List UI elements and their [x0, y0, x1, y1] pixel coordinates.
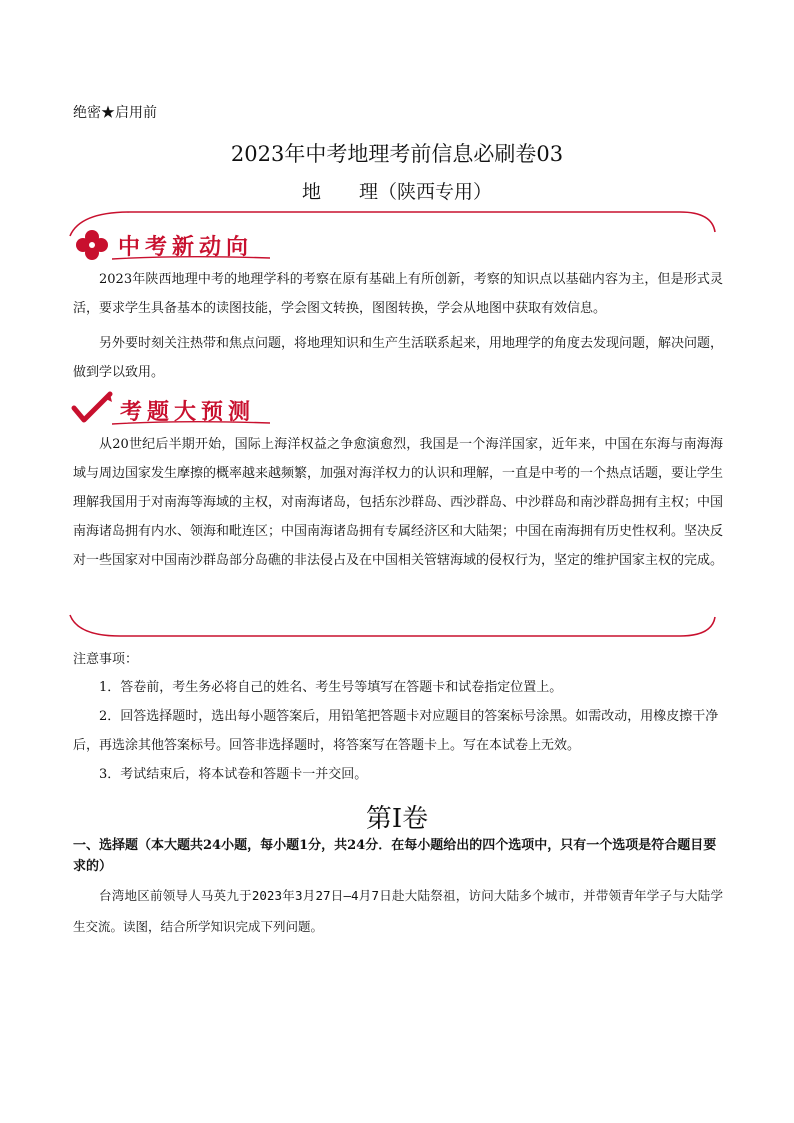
exam-subtitle: 地 理（陕西专用）: [301, 181, 492, 203]
notes-title: 注意事项：: [73, 652, 139, 667]
predict-paragraph: 从20世纪后半期开始，国际上海洋权益之争愈演愈烈，我国是一个海洋国家，近年来，中国在东海与南海海域与周边国家发生摩擦的概率越来越频繁，加强对海洋权力的认识和理解，一直是中考的一个热点话题，要让学生理解我国用于对南海等海域的主权，对南海诸岛，包括东沙群岛、西沙群岛、中沙群岛和南沙群岛拥有主权；中国南海诸岛拥有内水、领海和毗连区；中国南海诸岛拥有专属经济区和大陆架；中国在南海拥有历史性权利。坚决反对一些国家对中国南沙群岛部分岛礁的非法侵占及在中国相关管辖海域的侵权行为，坚定的维护国家主权的完成。: [73, 437, 724, 568]
confidential-label: 绝密★启用前: [73, 105, 157, 121]
note-item: 1．答卷前，考生务必将自己的姓名、考生号等填写在答题卡和试卷指定位置上。: [99, 680, 563, 695]
section-heading-trends: 中考新动向: [118, 235, 254, 260]
exam-title: 2023年中考地理考前信息必刷卷03: [230, 142, 564, 166]
question-intro: [73, 880, 723, 942]
predict-text: [73, 430, 723, 575]
checkmark-icon: [70, 390, 116, 426]
trends-paragraph: 2023年陕西地理中考的地理学科的考察在原有基础上有所创新，考察的知识点以基础内容为主，但是形式灵活，要求学生具备基本的读图技能，学会图文转换，图图转换，学会从地图中获取有效信息。: [73, 272, 723, 316]
trends-text: [73, 265, 723, 387]
trends-paragraph: 另外要时刻关注热带和焦点问题，将地理知识和生产生活联系起来，用地理学的角度去发现问题，解决问题，做到学以致用。: [73, 336, 724, 380]
section-heading-predict: 考题大预测: [120, 400, 256, 425]
clover-icon: [72, 228, 112, 262]
intro-paragraph: 台湾地区前领导人马英九于2023年3月27日—4月7日赴大陆祭祖，访问大陆多个城市，并带领青年学子与大陆学生交流。读图，结合所学知识完成下列问题。: [73, 888, 723, 934]
multiple-choice-instructions: 一、选择题（本大题共24小题，每小题1分，共24分．在每小题给出的四个选项中，只有一个选项是符合题目要求的）: [73, 838, 717, 874]
note-item: 2．回答选择题时，选出每小题答案后，用铅笔把答题卡对应题目的答案标号涂黑。如需改动，用橡皮擦干净后，再选涂其他答案标号。回答非选择题时，将答案写在答题卡上。写在本试卷上无效。: [73, 709, 719, 753]
heading-underline: [112, 252, 272, 262]
part-title: 第Ⅰ卷: [365, 804, 429, 834]
note-item: 3．考试结束后，将本试卷和答题卡一并交回。: [99, 767, 368, 782]
heading-underline: [112, 417, 272, 427]
notes-list: [73, 673, 723, 789]
